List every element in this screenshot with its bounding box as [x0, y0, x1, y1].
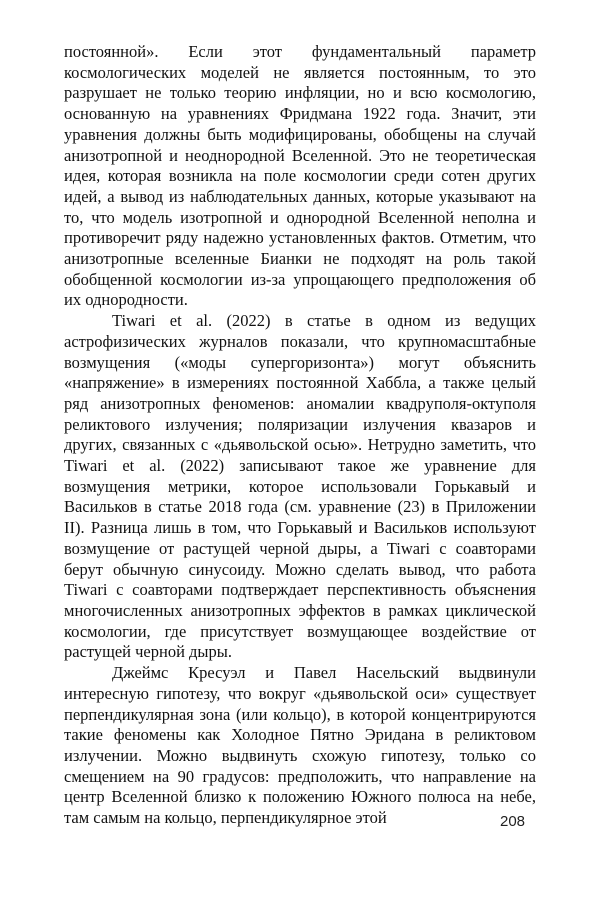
- page-body: [64, 42, 536, 829]
- paragraph-tiwari: Tiwari et al. (2022) в статье в одном из ведущих астрофизических журналов показали, что крупномасштабные возмущения («моды супергоризонта») могут объяснить «напряжение» в измерениях постоянной Хаббла, а также целый ряд анизотропных феноменов: аномалии квадруполя-октуполя реликтового излучения; поляризации излучения квазаров и других, связанных с «дьявольской осью». Нетрудно заметить, что Tiwari et al. (2022) записывают такое же уравнение для возмущения метрики, которое использовали Горькавый и Васильков в статье 2018 года (см. уравнение (23) в Приложении II). Разница лишь в том, что Горькавый и Васильков используют возмущение от растущей черной дыры, а Tiwari с соавторами берут обычную синусоиду. Можно сделать вывод, что работа Tiwari с соавторами подтверждает перспективность объяснения многочисленных анизотропных эффектов в рамках циклической космологии, где присутствует возмущающее воздействие от растущей черной дыры.: [64, 311, 536, 662]
- paragraph-continuation: постоянной». Если этот фундаментальный параметр космологических моделей не является постоянным, то это разрушает не только теорию инфляции, но и всю космологию, основанную на уравнениях Фридмана 1922 года. Значит, эти уравнения должны быть модифицированы, обобщены на случай анизотропной и неоднородной Вселенной. Это не теоретическая идея, которая возникла на поле космологии среди сотен других идей, а вывод из наблюдательных данных, которые указывают на то, что модель изотропной и однородной Вселенной неполна и противоречит ряду надежно установленных фактов. Отметим, что анизотропные вселенные Бианки не подходят на роль такой обобщенной космологии из-за упрощающего предположения об их однородности.: [64, 42, 536, 310]
- page-number: 208: [500, 813, 526, 830]
- paragraph-creswell: Джеймс Кресуэл и Павел Насельский выдвинули интересную гипотезу, что вокруг «дьявольской оси» существует перпендикулярная зона (или кольцо), в которой концентрируются такие феномены как Холодное Пятно Эридана в реликтовом излучении. Можно выдвинуть схожую гипотезу, только со смещением на 90 градусов: предположить, что направление на центр Вселенной близко к положению Южного полюса на небе, там самым на кольцо, перпендикулярное этой: [64, 663, 536, 828]
